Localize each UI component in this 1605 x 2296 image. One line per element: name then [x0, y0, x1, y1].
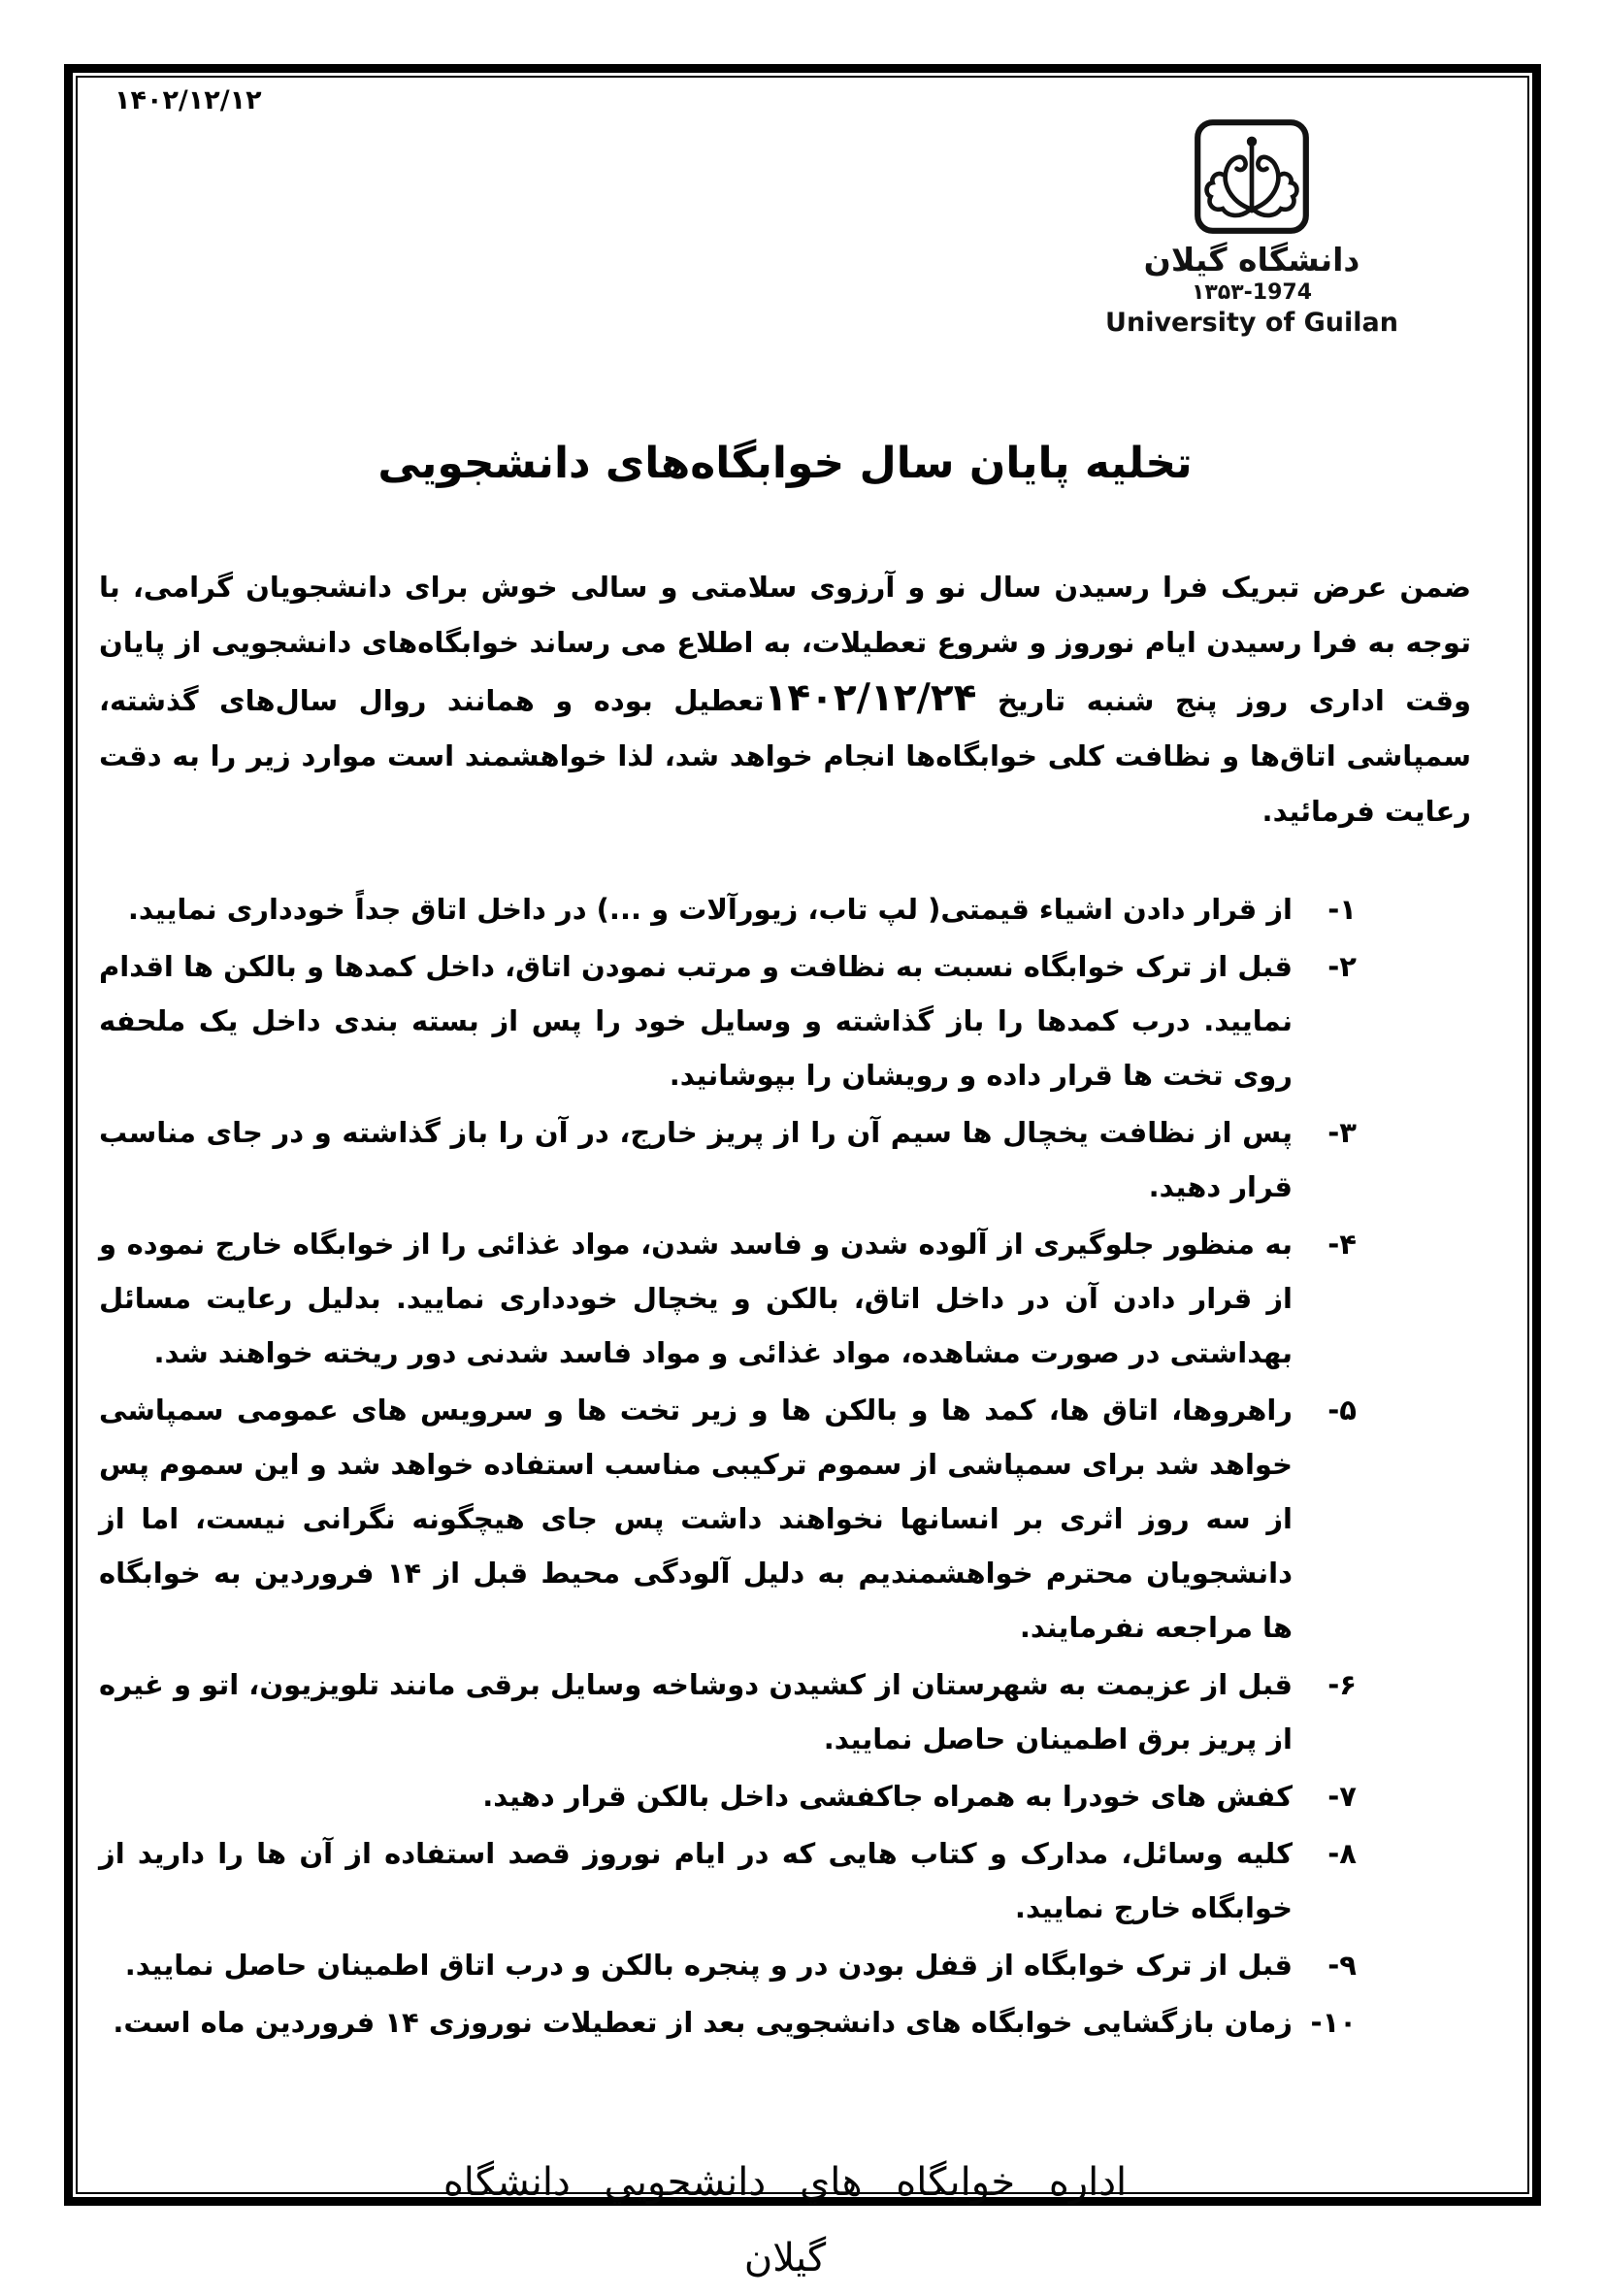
- list-item: [99, 1769, 1357, 1823]
- list-item: [99, 1657, 1357, 1766]
- logo-block: [1091, 116, 1413, 338]
- university-name-fa: دانشگاه گیلان: [1143, 241, 1360, 279]
- university-name-en: University of Guilan: [1105, 308, 1398, 338]
- page-frame: [64, 64, 1541, 2280]
- list-item-number: ۱-: [1327, 893, 1357, 926]
- closure-date: ۱۴۰۲/۱۲/۲۴: [764, 676, 977, 720]
- list-item-number: ۳-: [1327, 1116, 1357, 1149]
- list-item-text: زمان بازگشایی خوابگاه های دانشجویی بعد از تعطیلات نوروزی ۱۴ فروردین ماه است.: [113, 2006, 1293, 2039]
- signature-line-2: گيلان: [743, 2236, 827, 2280]
- intro-paragraph: [99, 560, 1471, 839]
- page-content: [78, 78, 1527, 2280]
- list-item-text: قبل از عزیمت به شهرستان از کشیدن دوشاخه وسایل برقی مانند تلویزیون، اتو و غیره از پریز برق اطمینان حاصل نمایید.: [99, 1668, 1293, 1755]
- university-emblem-icon: [1192, 116, 1312, 237]
- university-founding-years: ۱۳۵۳-1974: [1191, 280, 1313, 305]
- list-item: [99, 1217, 1357, 1380]
- list-item-number: ۷-: [1327, 1780, 1357, 1813]
- list-item: [99, 1383, 1357, 1655]
- list-item: [99, 1938, 1357, 1992]
- letter-date: ۱۴۰۲/۱۲/۱۲: [115, 85, 262, 115]
- list-item-text: قبل از ترک خوابگاه از قفل بودن در و پنجره بالکن و درب اتاق اطمینان حاصل نمایید.: [124, 1949, 1293, 1982]
- signature-block: [99, 2145, 1471, 2296]
- list-item-number: ۹-: [1327, 1949, 1357, 1982]
- list-item: [99, 1826, 1357, 1935]
- list-item-text: کلیه وسائل، مدارک و کتاب هایی که در ایام نوروز قصد استفاده از آن ها را دارید از خوابگاه خارج نمایید.: [99, 1837, 1293, 1924]
- list-item-number: ۴-: [1327, 1228, 1357, 1261]
- list-item: [99, 882, 1357, 936]
- list-item-text: به منظور جلوگیری از آلوده شدن و فاسد شدن، مواد غذائی را از خوابگاه خارج نموده و از قرار دادن آن در داخل اتاق، بالکن و یخچال خودداری نمایید. بدلیل رعایت مسائل بهداشتی در صورت مشاهده، مواد غذائی و مواد فاسد شدنی دور ریخته خواهند شد.: [99, 1228, 1293, 1369]
- list-item: [99, 1105, 1357, 1214]
- list-item-number: ۵-: [1327, 1394, 1357, 1427]
- list-item: [99, 1995, 1357, 2050]
- intro-text-before-date: ضمن عرض تبریک فرا رسیدن سال نو و آرزوی سلامتی و سالی خوش برای دانشجویان گرامی، با توجه به فرا رسیدن ایام نوروز و شروع تعطیلات، به اطلاع می رساند خوابگاه‌های دانشجویی از پایان وقت اداری روز پنج شنبه تاریخ: [99, 571, 1471, 717]
- list-item-text: از قرار دادن اشیاء قیمتی( لپ تاب، زیورآلات و ...) در داخل اتاق جداً خودداری نمایید.: [127, 893, 1293, 926]
- list-item-number: ۱۰-: [1310, 2006, 1357, 2039]
- list-item-text: راهروها، اتاق ها، کمد ها و بالکن ها و زیر تخت ها و سرویس های عمومی سمپاشی خواهد شد برای سمپاشی از سموم ترکیبی مناسب استفاده خواهد شد و این سموم پس از سه روز اثری بر انسانها نخواهند داشت پس جای هیچگونه نگرانی نیست، اما از دانشجویان محترم خواهشمندیم به دلیل آلودگی محیط قبل از ۱۴ فروردین به خوابگاه ها مراجعه نفرمایند.: [99, 1394, 1294, 1644]
- intro-text-after-date: تعطیل بوده و همانند روال سال‌های گذشته، سمپاشی اتاق‌ها و نظافت کلی خوابگاه‌ها انجام خواهد شد، لذا خواهشمند است موارد زیر را به دقت رعایت فرمائید.: [99, 684, 1471, 828]
- list-item-text: پس از نظافت یخچال ها سیم آن را از پریز خارج، در آن را باز گذاشته و در جای مناسب قرار دهید.: [99, 1116, 1293, 1203]
- list-item-number: ۸-: [1327, 1837, 1357, 1870]
- notice-list: [99, 882, 1471, 2050]
- signature-line-1: اداره خوابگاه هاي دانشجويي دانشگاه: [442, 2160, 1128, 2205]
- list-item-number: ۶-: [1327, 1668, 1357, 1701]
- list-item-number: ۲-: [1327, 950, 1357, 983]
- list-item: [99, 939, 1357, 1102]
- page-frame-inner: [76, 76, 1529, 2280]
- page-title: تخلیه پایان سال خوابگاه‌های دانشجویی: [377, 439, 1193, 488]
- list-item-text: کفش های خودرا به همراه جاکفشی داخل بالکن قرار دهید.: [482, 1780, 1293, 1813]
- list-item-text: قبل از ترک خوابگاه نسبت به نظافت و مرتب نمودن اتاق، داخل کمدها و بالکن ها اقدام نمایید. درب کمدها را باز گذاشته و وسایل خود را پس از بسته بندی داخل یک ملحفه روی تخت ها قرار داده و رویشان را بپوشانید.: [99, 950, 1293, 1092]
